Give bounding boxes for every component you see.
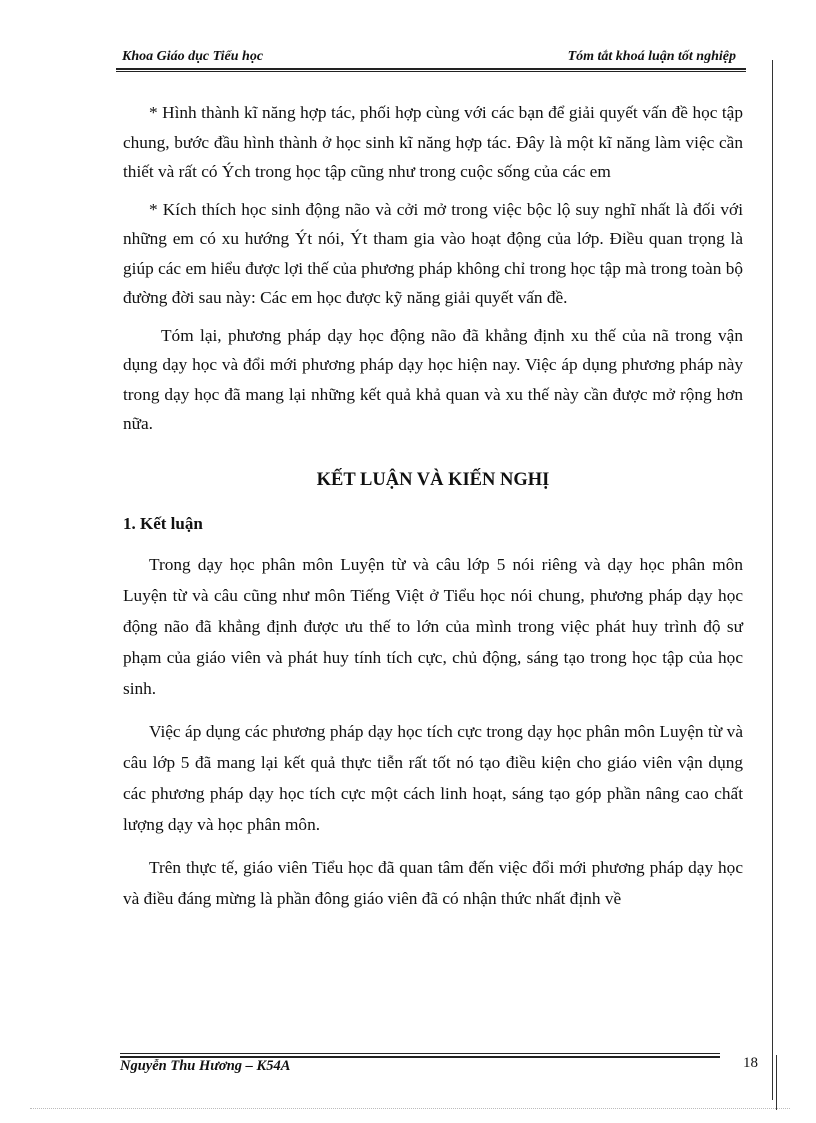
intro-paragraph-2: * Kích thích học sinh động não và cởi mở trong việc bộc lộ suy nghĩ nhất là đối với những em có xu hướng Ýt nói, Ýt tham gia vào hoạt động của lớp. Điều quan trọng là giúp các em hiểu được lợi thế của phương pháp không chỉ trong học tập mà trong toàn bộ đường đời sau này: Các em học được kỹ năng giải quyết vấn đề. xyxy=(123,199,743,307)
intro-paragraph-1: * Hình thành kĩ năng hợp tác, phối hợp cùng với các bạn để giải quyết vấn đề học tập chung, bước đầu hình thành ở học sinh kĩ năng hợp tác. Đây là một kĩ năng làm việc cần thiết và rất có Ých trong học tập cũng như trong cuộc sống của các em xyxy=(123,103,743,181)
page-edge-dots xyxy=(30,1108,790,1109)
subsection-title: 1. Kết luận xyxy=(123,513,203,533)
header-faculty: Khoa Giáo dục Tiểu học xyxy=(122,49,264,64)
right-border-rule xyxy=(772,60,773,1100)
conclusion-paragraph-1: Trong dạy học phân môn Luyện từ và câu lớp 5 nói riêng và dạy học phân môn Luyện từ và câu cũng như môn Tiếng Việt ở Tiểu học nói chung, phương pháp dạy học động não đã khẳng định được ưu thế to lớn của mình trong việc phát huy trình độ sư phạm của giáo viên và phát huy tính tích cực, chủ động, sáng tạo trong học tập của học sinh. xyxy=(123,554,743,698)
header-divider xyxy=(116,68,746,70)
conclusion-paragraph-3: Trên thực tế, giáo viên Tiểu học đã quan tâm đến việc đổi mới phương pháp dạy học và điều đáng mừng là phần đông giáo viên đã có nhận thức nhất định về xyxy=(123,857,743,908)
page-number: 18 xyxy=(743,1055,758,1071)
section-title: KẾT LUẬN VÀ KIẾN NGHỊ xyxy=(316,469,550,490)
header-doc-title: Tóm tắt khoá luận tốt nghiệp xyxy=(567,49,736,64)
page-header xyxy=(122,49,744,69)
right-border-rule-lower xyxy=(776,1055,777,1110)
footer-divider xyxy=(120,1053,720,1054)
summary-paragraph: Tóm lại, phương pháp dạy học động não đã khẳng định xu thế của nã trong vận dụng dạy học và đổi mới phương pháp dạy học hiện nay. Việc áp dụng phương pháp này trong dạy học đã mang lại những kết quả khả quan và xu thế này cần được mở rộng hơn nữa. xyxy=(123,325,743,433)
conclusion-paragraph-2: Việc áp dụng các phương pháp dạy học tích cực trong dạy học phân môn Luyện từ và câu lớp 5 đã mang lại kết quả thực tiễn rất tốt nó tạo điều kiện cho giáo viên vận dụng các phương pháp dạy học tích cực một cách linh hoạt, sáng tạo góp phần nâng cao chất lượng dạy và học phân môn. xyxy=(123,721,743,834)
header-divider-thin xyxy=(116,71,746,72)
footer-author: Nguyễn Thu Hương – K54A xyxy=(120,1058,291,1074)
body-text xyxy=(123,98,743,926)
